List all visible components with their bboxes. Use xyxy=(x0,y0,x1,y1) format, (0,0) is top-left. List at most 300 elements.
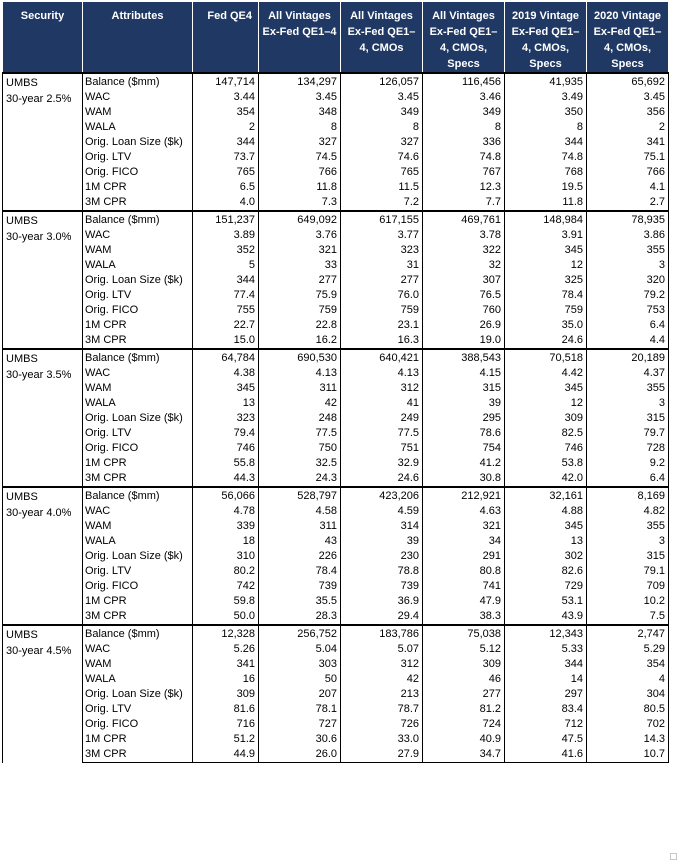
value-cell: 4.78 xyxy=(193,504,259,519)
value-cell: 755 xyxy=(193,303,259,318)
value-cell: 64,784 xyxy=(193,349,259,366)
data-table-container xyxy=(2,1,669,763)
value-cell: 321 xyxy=(423,519,505,534)
value-cell: 53.1 xyxy=(505,594,587,609)
table-row xyxy=(3,349,669,366)
attribute-label: 3M CPR xyxy=(83,609,193,625)
value-cell: 74.8 xyxy=(423,150,505,165)
security-label: 30-year 3.5% xyxy=(6,369,72,381)
value-cell: 321 xyxy=(259,243,341,258)
value-cell: 50.0 xyxy=(193,609,259,625)
mbs-attributes-table xyxy=(2,1,669,763)
attribute-label: WALA xyxy=(83,672,193,687)
value-cell: 768 xyxy=(505,165,587,180)
value-cell: 746 xyxy=(193,441,259,456)
value-cell: 24.6 xyxy=(341,471,423,487)
attribute-label: WAM xyxy=(83,381,193,396)
value-cell: 20,189 xyxy=(587,349,669,366)
table-row xyxy=(3,396,669,411)
value-cell: 22.8 xyxy=(259,318,341,333)
header-all-vintages: All Vintages Ex-Fed QE1–4 xyxy=(259,2,341,74)
value-cell: 277 xyxy=(259,273,341,288)
value-cell: 10.7 xyxy=(587,747,669,763)
value-cell: 345 xyxy=(193,381,259,396)
value-cell: 4.13 xyxy=(259,366,341,381)
value-cell: 24.3 xyxy=(259,471,341,487)
value-cell: 207 xyxy=(259,687,341,702)
value-cell: 388,543 xyxy=(423,349,505,366)
value-cell: 327 xyxy=(259,135,341,150)
value-cell: 32 xyxy=(423,258,505,273)
table-row xyxy=(3,747,669,763)
value-cell: 51.2 xyxy=(193,732,259,747)
value-cell: 26.0 xyxy=(259,747,341,763)
security-cell xyxy=(3,73,83,211)
attribute-label: 1M CPR xyxy=(83,180,193,195)
value-cell: 344 xyxy=(193,273,259,288)
attribute-label: Balance ($mm) xyxy=(83,625,193,642)
table-row xyxy=(3,165,669,180)
value-cell: 528,797 xyxy=(259,487,341,504)
value-cell: 765 xyxy=(193,165,259,180)
table-row xyxy=(3,90,669,105)
security-label: UMBS xyxy=(6,353,38,365)
value-cell: 78.4 xyxy=(259,564,341,579)
value-cell: 348 xyxy=(259,105,341,120)
security-label: 30-year 2.5% xyxy=(6,93,72,105)
value-cell: 739 xyxy=(341,579,423,594)
value-cell: 75.1 xyxy=(587,150,669,165)
value-cell: 151,237 xyxy=(193,211,259,228)
table-row xyxy=(3,717,669,732)
value-cell: 39 xyxy=(341,534,423,549)
value-cell: 307 xyxy=(423,273,505,288)
attribute-label: 3M CPR xyxy=(83,333,193,349)
attribute-label: WAM xyxy=(83,243,193,258)
table-row xyxy=(3,687,669,702)
value-cell: 32.5 xyxy=(259,456,341,471)
value-cell: 74.5 xyxy=(259,150,341,165)
table-row xyxy=(3,471,669,487)
attribute-label: 1M CPR xyxy=(83,732,193,747)
attribute-label: WALA xyxy=(83,120,193,135)
value-cell: 79.4 xyxy=(193,426,259,441)
table-row xyxy=(3,258,669,273)
value-cell: 3.86 xyxy=(587,228,669,243)
value-cell: 617,155 xyxy=(341,211,423,228)
value-cell: 3.49 xyxy=(505,90,587,105)
table-header xyxy=(3,2,669,74)
value-cell: 44.3 xyxy=(193,471,259,487)
value-cell: 74.6 xyxy=(341,150,423,165)
value-cell: 30.6 xyxy=(259,732,341,747)
value-cell: 4.38 xyxy=(193,366,259,381)
attribute-label: Orig. LTV xyxy=(83,702,193,717)
value-cell: 75,038 xyxy=(423,625,505,642)
value-cell: 352 xyxy=(193,243,259,258)
value-cell: 32.9 xyxy=(341,456,423,471)
value-cell: 3.76 xyxy=(259,228,341,243)
attribute-label: Orig. FICO xyxy=(83,303,193,318)
attribute-label: 1M CPR xyxy=(83,456,193,471)
value-cell: 226 xyxy=(259,549,341,564)
value-cell: 79.7 xyxy=(587,426,669,441)
value-cell: 30.8 xyxy=(423,471,505,487)
value-cell: 2 xyxy=(587,120,669,135)
value-cell: 4.15 xyxy=(423,366,505,381)
header-attributes: Attributes xyxy=(83,2,193,74)
value-cell: 53.8 xyxy=(505,456,587,471)
value-cell: 295 xyxy=(423,411,505,426)
value-cell: 702 xyxy=(587,717,669,732)
value-cell: 27.9 xyxy=(341,747,423,763)
value-cell: 4.82 xyxy=(587,504,669,519)
value-cell: 767 xyxy=(423,165,505,180)
value-cell: 315 xyxy=(423,381,505,396)
table-row xyxy=(3,381,669,396)
value-cell: 320 xyxy=(587,273,669,288)
attribute-label: Orig. Loan Size ($k) xyxy=(83,411,193,426)
value-cell: 81.6 xyxy=(193,702,259,717)
table-row xyxy=(3,732,669,747)
value-cell: 78.1 xyxy=(259,702,341,717)
value-cell: 12 xyxy=(505,258,587,273)
value-cell: 39 xyxy=(423,396,505,411)
value-cell: 11.8 xyxy=(259,180,341,195)
value-cell: 311 xyxy=(259,519,341,534)
value-cell: 3.77 xyxy=(341,228,423,243)
value-cell: 12,328 xyxy=(193,625,259,642)
value-cell: 42.0 xyxy=(505,471,587,487)
value-cell: 2 xyxy=(193,120,259,135)
value-cell: 4.13 xyxy=(341,366,423,381)
attribute-label: Orig. FICO xyxy=(83,165,193,180)
value-cell: 5.29 xyxy=(587,642,669,657)
header-all-vintages-cmos-specs: All Vintages Ex-Fed QE1–4, CMOs, Specs xyxy=(423,2,505,74)
security-label: UMBS xyxy=(6,491,38,503)
value-cell: 183,786 xyxy=(341,625,423,642)
table-row xyxy=(3,549,669,564)
value-cell: 339 xyxy=(193,519,259,534)
value-cell: 311 xyxy=(259,381,341,396)
value-cell: 753 xyxy=(587,303,669,318)
value-cell: 75.9 xyxy=(259,288,341,303)
security-label: 30-year 4.0% xyxy=(6,507,72,519)
value-cell: 36.9 xyxy=(341,594,423,609)
security-label: UMBS xyxy=(6,629,38,641)
value-cell: 727 xyxy=(259,717,341,732)
value-cell: 50 xyxy=(259,672,341,687)
value-cell: 2.7 xyxy=(587,195,669,211)
value-cell: 3.44 xyxy=(193,90,259,105)
value-cell: 7.3 xyxy=(259,195,341,211)
table-row xyxy=(3,594,669,609)
security-cell xyxy=(3,349,83,487)
value-cell: 741 xyxy=(423,579,505,594)
value-cell: 310 xyxy=(193,549,259,564)
value-cell: 14 xyxy=(505,672,587,687)
value-cell: 22.7 xyxy=(193,318,259,333)
value-cell: 19.0 xyxy=(423,333,505,349)
table-row xyxy=(3,609,669,625)
value-cell: 12 xyxy=(505,396,587,411)
value-cell: 4.58 xyxy=(259,504,341,519)
attribute-label: Balance ($mm) xyxy=(83,73,193,90)
attribute-label: 3M CPR xyxy=(83,471,193,487)
attribute-label: Orig. LTV xyxy=(83,564,193,579)
value-cell: 327 xyxy=(341,135,423,150)
table-row xyxy=(3,288,669,303)
value-cell: 12,343 xyxy=(505,625,587,642)
value-cell: 8 xyxy=(259,120,341,135)
value-cell: 77.4 xyxy=(193,288,259,303)
value-cell: 314 xyxy=(341,519,423,534)
table-row xyxy=(3,211,669,228)
attribute-label: Orig. FICO xyxy=(83,579,193,594)
value-cell: 309 xyxy=(505,411,587,426)
table-row xyxy=(3,73,669,90)
value-cell: 315 xyxy=(587,411,669,426)
value-cell: 6.5 xyxy=(193,180,259,195)
table-row xyxy=(3,318,669,333)
header-fed-qe4: Fed QE4 xyxy=(193,2,259,74)
value-cell: 746 xyxy=(505,441,587,456)
table-row xyxy=(3,702,669,717)
attribute-label: Orig. Loan Size ($k) xyxy=(83,687,193,702)
value-cell: 41 xyxy=(341,396,423,411)
table-body xyxy=(3,73,669,763)
value-cell: 469,761 xyxy=(423,211,505,228)
value-cell: 649,092 xyxy=(259,211,341,228)
value-cell: 7.2 xyxy=(341,195,423,211)
table-row xyxy=(3,564,669,579)
value-cell: 759 xyxy=(259,303,341,318)
value-cell: 34.7 xyxy=(423,747,505,763)
value-cell: 350 xyxy=(505,105,587,120)
value-cell: 12.3 xyxy=(423,180,505,195)
value-cell: 26.9 xyxy=(423,318,505,333)
attribute-label: 3M CPR xyxy=(83,195,193,211)
value-cell: 344 xyxy=(505,135,587,150)
value-cell: 344 xyxy=(193,135,259,150)
value-cell: 33.0 xyxy=(341,732,423,747)
value-cell: 70,518 xyxy=(505,349,587,366)
value-cell: 43.9 xyxy=(505,609,587,625)
attribute-label: WAC xyxy=(83,642,193,657)
table-row xyxy=(3,579,669,594)
value-cell: 729 xyxy=(505,579,587,594)
value-cell: 355 xyxy=(587,243,669,258)
attribute-label: WAC xyxy=(83,90,193,105)
value-cell: 10.2 xyxy=(587,594,669,609)
value-cell: 42 xyxy=(341,672,423,687)
table-row xyxy=(3,625,669,642)
value-cell: 16 xyxy=(193,672,259,687)
value-cell: 4.1 xyxy=(587,180,669,195)
value-cell: 40.9 xyxy=(423,732,505,747)
value-cell: 277 xyxy=(341,273,423,288)
value-cell: 14.3 xyxy=(587,732,669,747)
table-row xyxy=(3,333,669,349)
value-cell: 728 xyxy=(587,441,669,456)
value-cell: 760 xyxy=(423,303,505,318)
attribute-label: WALA xyxy=(83,396,193,411)
security-cell xyxy=(3,211,83,349)
value-cell: 7.5 xyxy=(587,609,669,625)
value-cell: 77.5 xyxy=(341,426,423,441)
value-cell: 354 xyxy=(193,105,259,120)
table-row xyxy=(3,642,669,657)
attribute-label: WALA xyxy=(83,534,193,549)
value-cell: 739 xyxy=(259,579,341,594)
table-row xyxy=(3,534,669,549)
value-cell: 55.8 xyxy=(193,456,259,471)
value-cell: 7.7 xyxy=(423,195,505,211)
value-cell: 759 xyxy=(341,303,423,318)
value-cell: 9.2 xyxy=(587,456,669,471)
attribute-label: 1M CPR xyxy=(83,318,193,333)
value-cell: 724 xyxy=(423,717,505,732)
value-cell: 4.4 xyxy=(587,333,669,349)
value-cell: 56,066 xyxy=(193,487,259,504)
attribute-label: Orig. FICO xyxy=(83,441,193,456)
value-cell: 336 xyxy=(423,135,505,150)
value-cell: 47.9 xyxy=(423,594,505,609)
value-cell: 4.88 xyxy=(505,504,587,519)
value-cell: 309 xyxy=(193,687,259,702)
value-cell: 312 xyxy=(341,381,423,396)
attribute-label: Orig. Loan Size ($k) xyxy=(83,273,193,288)
value-cell: 325 xyxy=(505,273,587,288)
value-cell: 4 xyxy=(587,672,669,687)
value-cell: 38.3 xyxy=(423,609,505,625)
value-cell: 35.0 xyxy=(505,318,587,333)
value-cell: 712 xyxy=(505,717,587,732)
value-cell: 23.1 xyxy=(341,318,423,333)
value-cell: 742 xyxy=(193,579,259,594)
value-cell: 35.5 xyxy=(259,594,341,609)
value-cell: 312 xyxy=(341,657,423,672)
resize-handle xyxy=(670,853,677,860)
value-cell: 3.91 xyxy=(505,228,587,243)
value-cell: 11.8 xyxy=(505,195,587,211)
value-cell: 126,057 xyxy=(341,73,423,90)
value-cell: 213 xyxy=(341,687,423,702)
value-cell: 341 xyxy=(587,135,669,150)
value-cell: 323 xyxy=(193,411,259,426)
value-cell: 3.78 xyxy=(423,228,505,243)
value-cell: 16.2 xyxy=(259,333,341,349)
attribute-label: Orig. LTV xyxy=(83,150,193,165)
value-cell: 3.46 xyxy=(423,90,505,105)
value-cell: 230 xyxy=(341,549,423,564)
security-cell xyxy=(3,625,83,763)
value-cell: 3.45 xyxy=(259,90,341,105)
table-row xyxy=(3,504,669,519)
value-cell: 355 xyxy=(587,381,669,396)
value-cell: 3 xyxy=(587,396,669,411)
value-cell: 13 xyxy=(505,534,587,549)
value-cell: 83.4 xyxy=(505,702,587,717)
value-cell: 765 xyxy=(341,165,423,180)
table-row xyxy=(3,366,669,381)
value-cell: 345 xyxy=(505,243,587,258)
table-row xyxy=(3,519,669,534)
value-cell: 709 xyxy=(587,579,669,594)
attribute-label: WAC xyxy=(83,504,193,519)
value-cell: 4.42 xyxy=(505,366,587,381)
value-cell: 59.8 xyxy=(193,594,259,609)
value-cell: 726 xyxy=(341,717,423,732)
attribute-label: WAC xyxy=(83,228,193,243)
value-cell: 80.2 xyxy=(193,564,259,579)
value-cell: 134,297 xyxy=(259,73,341,90)
value-cell: 73.7 xyxy=(193,150,259,165)
value-cell: 5.33 xyxy=(505,642,587,657)
attribute-label: Balance ($mm) xyxy=(83,487,193,504)
value-cell: 315 xyxy=(587,549,669,564)
header-row xyxy=(3,2,669,74)
value-cell: 6.4 xyxy=(587,471,669,487)
value-cell: 47.5 xyxy=(505,732,587,747)
value-cell: 4.0 xyxy=(193,195,259,211)
value-cell: 13 xyxy=(193,396,259,411)
table-row xyxy=(3,228,669,243)
value-cell: 344 xyxy=(505,657,587,672)
value-cell: 116,456 xyxy=(423,73,505,90)
value-cell: 78.4 xyxy=(505,288,587,303)
header-security: Security xyxy=(3,2,83,74)
value-cell: 345 xyxy=(505,519,587,534)
value-cell: 80.8 xyxy=(423,564,505,579)
value-cell: 81.2 xyxy=(423,702,505,717)
value-cell: 78.6 xyxy=(423,426,505,441)
value-cell: 759 xyxy=(505,303,587,318)
value-cell: 46 xyxy=(423,672,505,687)
value-cell: 148,984 xyxy=(505,211,587,228)
value-cell: 80.5 xyxy=(587,702,669,717)
attribute-label: Balance ($mm) xyxy=(83,211,193,228)
value-cell: 297 xyxy=(505,687,587,702)
value-cell: 42 xyxy=(259,396,341,411)
security-label: 30-year 3.0% xyxy=(6,231,72,243)
table-row xyxy=(3,195,669,211)
value-cell: 76.5 xyxy=(423,288,505,303)
value-cell: 754 xyxy=(423,441,505,456)
value-cell: 766 xyxy=(587,165,669,180)
value-cell: 690,530 xyxy=(259,349,341,366)
value-cell: 212,921 xyxy=(423,487,505,504)
value-cell: 33 xyxy=(259,258,341,273)
value-cell: 32,161 xyxy=(505,487,587,504)
value-cell: 345 xyxy=(505,381,587,396)
attribute-label: Orig. LTV xyxy=(83,288,193,303)
header-all-vintages-cmos: All Vintages Ex-Fed QE1–4, CMOs xyxy=(341,2,423,74)
value-cell: 355 xyxy=(587,519,669,534)
attribute-label: Balance ($mm) xyxy=(83,349,193,366)
value-cell: 766 xyxy=(259,165,341,180)
value-cell: 322 xyxy=(423,243,505,258)
value-cell: 31 xyxy=(341,258,423,273)
security-label: UMBS xyxy=(6,77,38,89)
value-cell: 41.6 xyxy=(505,747,587,763)
value-cell: 4.37 xyxy=(587,366,669,381)
value-cell: 354 xyxy=(587,657,669,672)
value-cell: 349 xyxy=(341,105,423,120)
value-cell: 76.0 xyxy=(341,288,423,303)
value-cell: 256,752 xyxy=(259,625,341,642)
table-row xyxy=(3,441,669,456)
